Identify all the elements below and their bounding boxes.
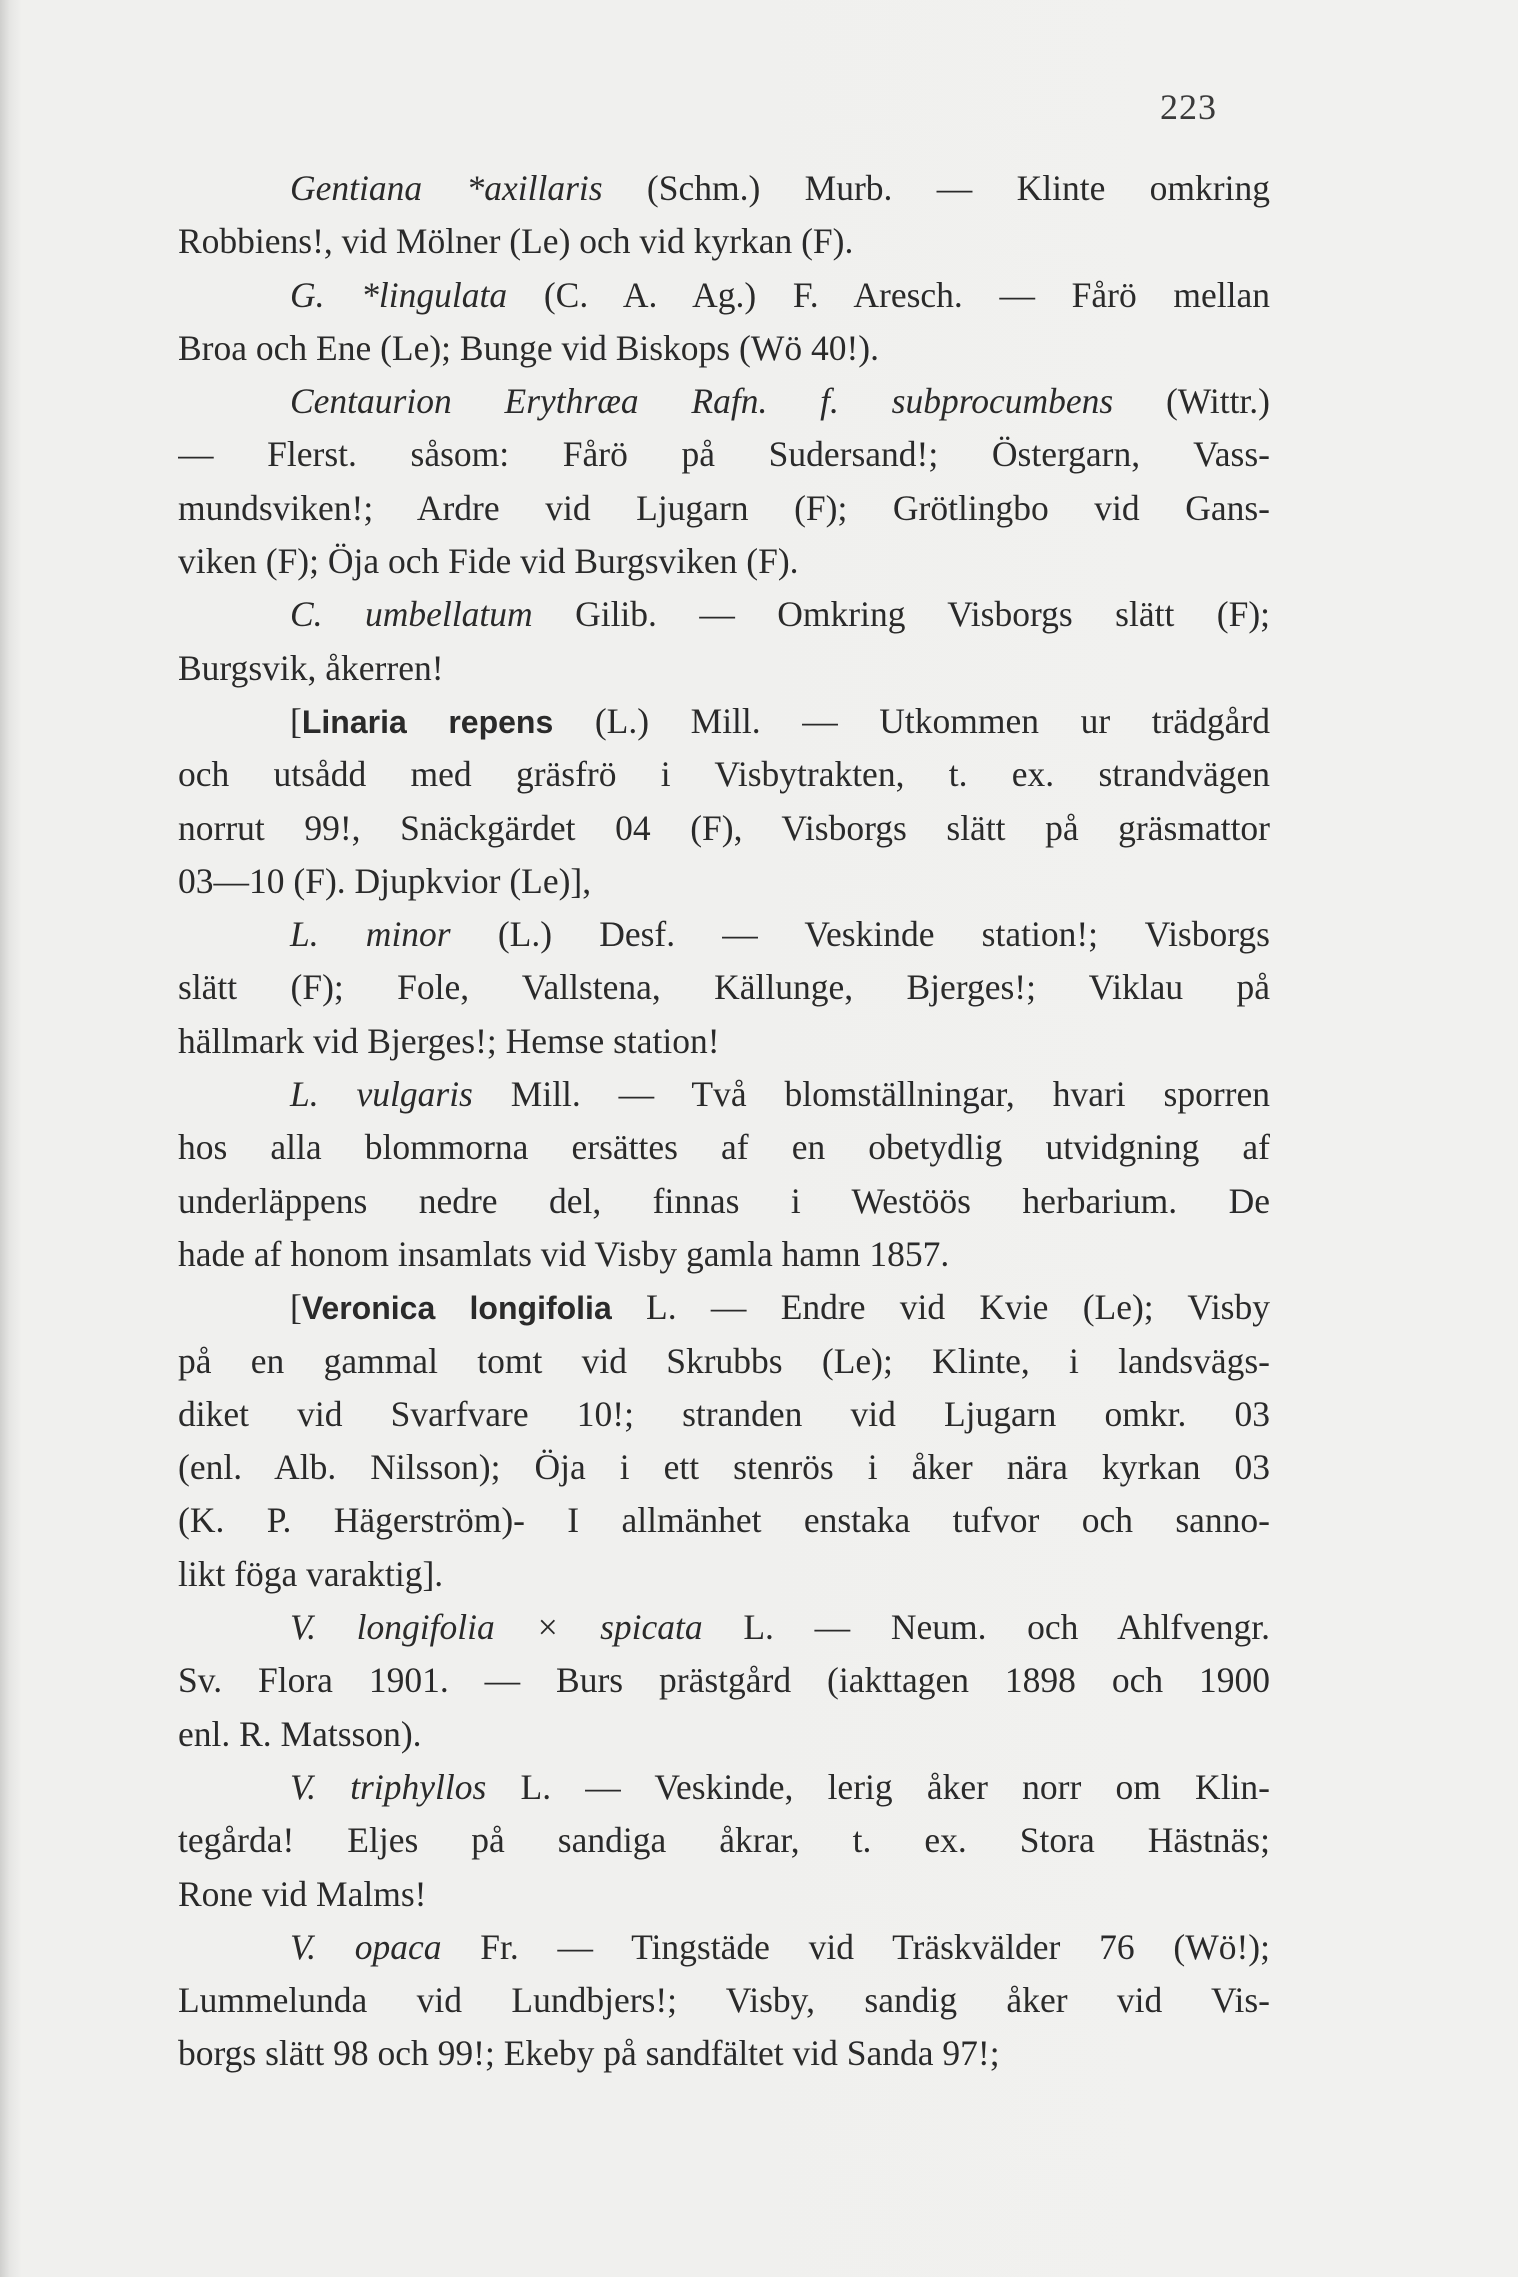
text-segment: enl. R. Matsson). (178, 1713, 422, 1754)
text-line (178, 642, 1270, 695)
text-line (178, 1654, 1270, 1707)
text-segment: Gilib. — Omkring Visborgs slätt (F); (532, 594, 1270, 635)
text-line (178, 1494, 1270, 1547)
species-name-italic: V. opaca (290, 1926, 442, 1967)
text-segment: (Schm.) Murb. — Klinte omkring (602, 168, 1270, 208)
text-segment: underläppens nedre del, finnas i Westöös herbarium. De (178, 1180, 1270, 1221)
page-number: 223 (1160, 87, 1217, 127)
text-line (178, 748, 1270, 801)
text-line (178, 1974, 1270, 2027)
body-text (178, 162, 1270, 2081)
species-name-italic: L. minor (290, 914, 451, 955)
text-segment: på en gammal tomt vid Skrubbs (Le); Klinte, i landsvägs- (178, 1340, 1270, 1381)
text-line (178, 1868, 1270, 1921)
text-segment: (C. A. Ag.) F. Aresch. — Fårö mellan (507, 274, 1270, 315)
text-segment: Mill. — Två blomställningar, hvari sporren (472, 1074, 1270, 1115)
text-line (178, 1228, 1270, 1281)
text-line (178, 375, 1270, 428)
text-segment: — Flerst. såsom: Fårö på Sudersand!; Östergarn, Vass- (178, 434, 1270, 475)
text-line (178, 215, 1270, 268)
text-segment: L. — Endre vid Kvie (Le); Visby (611, 1287, 1270, 1328)
text-segment: [ (290, 1287, 302, 1328)
text-segment: Lummelunda vid Lundbjers!; Visby, sandig åker vid Vis- (178, 1980, 1270, 2021)
text-segment: likt föga varaktig]. (178, 1553, 444, 1594)
text-line (178, 802, 1270, 855)
species-name-italic: V. triphyllos (290, 1766, 487, 1807)
species-name-italic: Gentiana *axillaris (290, 168, 603, 208)
text-segment: viken (F); Öja och Fide vid Burgsviken (F). (178, 541, 799, 582)
text-segment: slätt (F); Fole, Vallstena, Källunge, Bjerges!; Viklau på (178, 967, 1270, 1008)
text-line (178, 1068, 1270, 1121)
text-segment: Robbiens!, vid Mölner (Le) och vid kyrkan (F). (178, 221, 854, 262)
text-segment: hade af honom insamlats vid Visby gamla hamn 1857. (178, 1233, 950, 1274)
text-line (178, 1441, 1270, 1494)
text-line (178, 1761, 1270, 1814)
text-line (178, 428, 1270, 481)
text-segment: och utsådd med gräsfrö i Visbytrakten, t. ex. strandvägen (178, 754, 1270, 795)
text-segment: (enl. Alb. Nilsson); Öja i ett stenrös i åker nära kyrkan 03 (178, 1447, 1270, 1488)
text-line (178, 1175, 1270, 1228)
text-line (178, 855, 1270, 908)
text-line (178, 695, 1270, 748)
species-name-bold: Linaria repens (301, 703, 554, 740)
text-line (178, 1708, 1270, 1761)
text-line (178, 1121, 1270, 1174)
text-segment: Rone vid Malms! (178, 1873, 427, 1914)
text-segment: Burgsvik, åkerren! (178, 647, 444, 688)
text-line (178, 588, 1270, 641)
species-name-italic: V. longifolia × spicata (290, 1607, 703, 1648)
text-segment: L. — Veskinde, lerig åker norr om Klin- (486, 1766, 1270, 1807)
text-segment: norrut 99!, Snäckgärdet 04 (F), Visborgs slätt på gräsmattor (178, 807, 1270, 848)
text-line (178, 1281, 1270, 1334)
text-segment: (K. P. Hägerström)- I allmänhet enstaka tufvor och sanno- (178, 1500, 1270, 1541)
text-line (178, 1015, 1270, 1068)
text-segment: Fr. — Tingstäde vid Träskvälder 76 (Wö!); (441, 1926, 1270, 1967)
text-line (178, 269, 1270, 322)
text-segment: 03—10 (F). Djupkvior (Le)], (178, 860, 592, 901)
text-segment: borgs slätt 98 och 99!; Ekeby på sandfältet vid Sanda 97!; (178, 2033, 1000, 2074)
species-name-bold: Veronica longifolia (301, 1290, 612, 1327)
text-segment: diket vid Svarfvare 10!; stranden vid Ljugarn omkr. 03 (178, 1393, 1270, 1434)
text-line (178, 162, 1270, 215)
text-line (178, 1388, 1270, 1441)
text-line (178, 1601, 1270, 1654)
text-line (178, 1814, 1270, 1867)
text-segment: Broa och Ene (Le); Bunge vid Biskops (Wö 40!). (178, 327, 879, 368)
text-segment: (L.) Desf. — Veskinde station!; Visborgs (450, 914, 1270, 955)
text-segment: L. — Neum. och Ahlfvengr. (702, 1607, 1270, 1648)
species-name-italic: C. umbellatum (290, 594, 533, 635)
species-name-italic: L. vulgaris (290, 1074, 473, 1115)
text-segment: hällmark vid Bjerges!; Hemse station! (178, 1020, 720, 1061)
text-line (178, 2027, 1270, 2080)
text-segment: hos alla blommorna ersättes af en obetydlig utvidgning af (178, 1127, 1270, 1168)
text-segment: [ (290, 700, 302, 741)
species-name-italic: Centaurion Erythræa Rafn. f. subprocumbens (290, 381, 1114, 422)
text-line (178, 1921, 1270, 1974)
text-line (178, 961, 1270, 1014)
text-segment: (Wittr.) (1113, 381, 1270, 422)
text-line (178, 482, 1270, 535)
text-line (178, 1335, 1270, 1388)
text-segment: mundsviken!; Ardre vid Ljugarn (F); Grötlingbo vid Gans- (178, 487, 1270, 528)
text-segment: tegårda! Eljes på sandiga åkrar, t. ex. Stora Hästnäs; (178, 1820, 1270, 1861)
text-line (178, 908, 1270, 961)
text-line (178, 1548, 1270, 1601)
species-name-italic: G. *lingulata (290, 274, 508, 315)
text-line (178, 535, 1270, 588)
text-line (178, 322, 1270, 375)
text-segment: (L.) Mill. — Utkommen ur trädgård (553, 700, 1270, 741)
text-segment: Sv. Flora 1901. — Burs prästgård (iakttagen 1898 och 1900 (178, 1660, 1270, 1701)
